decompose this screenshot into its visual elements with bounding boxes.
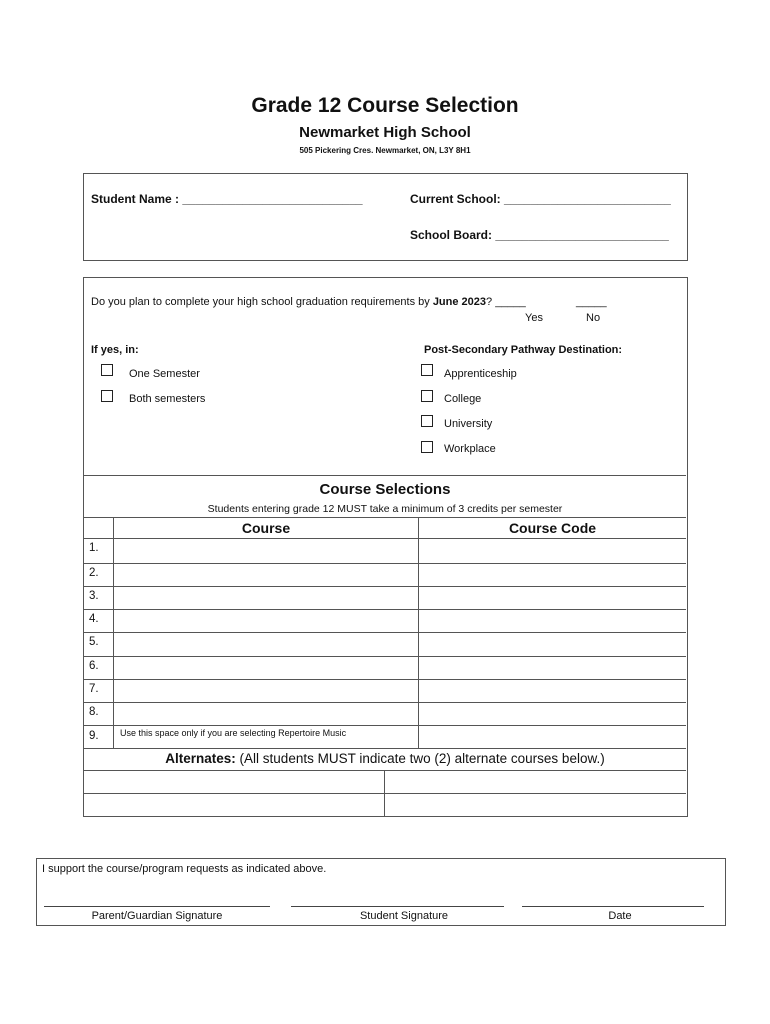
- if-yes-label: If yes, in:: [91, 344, 139, 356]
- page-title: Grade 12 Course Selection: [251, 94, 519, 117]
- section-divider: [84, 475, 686, 476]
- workplace-checkbox[interactable]: [421, 441, 433, 453]
- alternate-code-input-1[interactable]: [385, 771, 685, 792]
- row-number: 2.: [89, 567, 99, 579]
- course-selections-subtitle: Students entering grade 12 MUST take a minimum of 3 credits per semester: [207, 503, 563, 515]
- date-label: Date: [608, 910, 632, 922]
- row-number: 5.: [89, 636, 99, 648]
- pathway-label: Post-Secondary Pathway Destination:: [424, 344, 623, 356]
- school-name: Newmarket High School: [299, 124, 471, 141]
- column-header-course-code: Course Code: [508, 520, 597, 536]
- course-input-6[interactable]: [114, 657, 417, 678]
- both-semesters-label: Both semesters: [129, 393, 206, 405]
- college-label: College: [444, 393, 482, 405]
- row-number: 3.: [89, 590, 99, 602]
- question-date: June 2023: [432, 296, 487, 308]
- graduation-question: [91, 296, 526, 308]
- workplace-label: Workplace: [444, 443, 496, 455]
- course-code-input-6[interactable]: [419, 657, 685, 678]
- table-bottom-line: [84, 748, 686, 749]
- row-number: 1.: [89, 542, 99, 554]
- student-signature-line[interactable]: [291, 906, 504, 907]
- no-label: No: [586, 312, 601, 324]
- column-header-course: Course: [241, 520, 291, 536]
- course-input-5[interactable]: [114, 633, 417, 655]
- school-board-field[interactable]: School Board: __________________________: [410, 228, 669, 242]
- course-input-7[interactable]: [114, 680, 417, 701]
- course-input-2[interactable]: [114, 564, 417, 585]
- course-input-1[interactable]: [114, 539, 417, 562]
- table-top-line: [84, 517, 686, 518]
- course-code-input-5[interactable]: [419, 633, 685, 655]
- apprenticeship-checkbox[interactable]: [421, 364, 433, 376]
- row-number: 8.: [89, 706, 99, 718]
- course-input-8[interactable]: [114, 703, 417, 724]
- row-number: 9.: [89, 730, 99, 742]
- repertoire-note: Use this space only if you are selecting Repertoire Music: [120, 728, 347, 738]
- no-blank[interactable]: _____: [576, 296, 607, 308]
- course-code-input-8[interactable]: [419, 703, 685, 724]
- alternate-code-input-2[interactable]: [385, 794, 685, 815]
- one-semester-label: One Semester: [129, 368, 200, 380]
- row-number: 4.: [89, 613, 99, 625]
- one-semester-checkbox[interactable]: [101, 364, 113, 376]
- university-label: University: [444, 418, 493, 430]
- course-code-input-9[interactable]: [419, 726, 685, 747]
- row-number: 7.: [89, 683, 99, 695]
- course-selections-title: Course Selections: [319, 481, 451, 498]
- question-prefix: Do you plan to complete your high school graduation requirements by: [91, 296, 433, 308]
- course-code-input-2[interactable]: [419, 564, 685, 585]
- apprenticeship-label: Apprenticeship: [444, 368, 517, 380]
- alternates-label: Alternates:: [165, 751, 236, 766]
- university-checkbox[interactable]: [421, 415, 433, 427]
- course-input-3[interactable]: [114, 587, 417, 608]
- course-code-input-3[interactable]: [419, 587, 685, 608]
- course-code-input-4[interactable]: [419, 610, 685, 631]
- student-name-field[interactable]: Student Name : ___________________________: [91, 192, 363, 206]
- student-signature-label: Student Signature: [359, 910, 449, 922]
- course-input-9[interactable]: [114, 726, 417, 747]
- current-school-field[interactable]: Current School: _________________________: [410, 192, 671, 206]
- support-statement: I support the course/program requests as indicated above.: [42, 863, 327, 875]
- alternates-note: (All students MUST indicate two (2) alternate courses below.): [235, 751, 605, 766]
- school-address: 505 Pickering Cres. Newmarket, ON, L3Y 8H1: [299, 146, 471, 155]
- yes-label: Yes: [525, 312, 543, 324]
- course-code-input-1[interactable]: [419, 539, 685, 562]
- college-checkbox[interactable]: [421, 390, 433, 402]
- yes-blank[interactable]: ? _____: [486, 296, 526, 308]
- student-info-box: [83, 173, 688, 261]
- parent-signature-line[interactable]: [44, 906, 270, 907]
- alternate-course-input-1[interactable]: [85, 771, 383, 792]
- row-number: 6.: [89, 660, 99, 672]
- course-input-4[interactable]: [114, 610, 417, 631]
- alternate-course-input-2[interactable]: [85, 794, 383, 815]
- alternates-instruction: [84, 751, 686, 766]
- both-semesters-checkbox[interactable]: [101, 390, 113, 402]
- parent-signature-label: Parent/Guardian Signature: [91, 910, 223, 922]
- course-code-input-7[interactable]: [419, 680, 685, 701]
- date-line[interactable]: [522, 906, 704, 907]
